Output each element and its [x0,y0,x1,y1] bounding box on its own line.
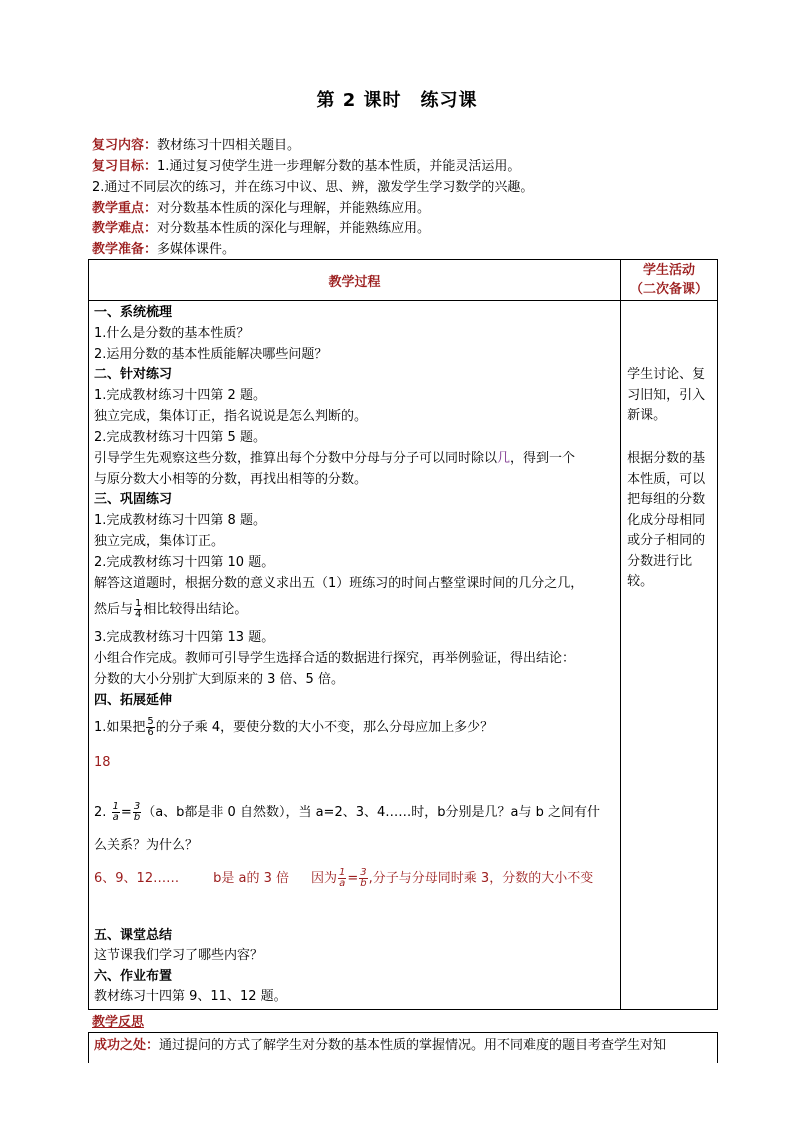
side-note-2: 根据分数的基本性质，可以把每组的分数化成分母相同或分子相同的分数进行比较。 [627,451,706,589]
s3-line-3: 2.完成教材练习十四第 10 题。 [94,555,275,570]
s6-line-1: 教材练习十四第 9、11、12 题。 [94,989,287,1004]
student-activity-header [621,260,718,301]
s1-line-1: 1.什么是分数的基本性质？ [94,326,250,341]
s2-line-1: 1.完成教材练习十四第 2 题。 [94,388,266,403]
s2-line-4 [94,449,575,469]
fraction-denominator: b [360,878,367,889]
section-5-title: 五、课堂总结 [94,928,173,943]
success-line [94,1036,666,1056]
fraction-denominator: b [133,812,141,823]
fraction-numerator: 1 [112,801,119,812]
lesson-table [88,259,718,1010]
s4-a2-part-2: b是 a的 3 倍 [213,871,289,886]
preparation-label: 教学准备： [92,242,158,257]
fraction-1-over-a [112,802,120,823]
fraction-numerator: 3 [133,801,141,812]
fraction-1-over-a-answer [338,868,346,889]
s1-line-2: 2.运用分数的基本性质能解决哪些问题？ [94,347,328,362]
key-point-text: 对分数基本性质的深化与理解，并能熟练应用。 [157,201,431,216]
section-3-title: 三、巩固练习 [94,492,173,507]
fraction-denominator: a [339,878,346,889]
side-note-1: 学生讨论、复习旧知，引入新课。 [627,367,706,423]
s2-line-4-c: ，得到一个 [510,451,576,466]
s4-question-2-line-2: 么关系？为什么？ [94,838,199,853]
teaching-process-header: 教学过程 [89,260,621,301]
reflection-box [88,1032,718,1063]
preparation-line [92,240,235,260]
difficulty-text: 对分数基本性质的深化与理解，并能熟练应用。 [157,221,431,236]
review-goal-line [92,157,520,177]
s2-line-5: 与原分数大小相等的分数，再找出相等的分数。 [94,472,368,487]
s4-question-2 [94,800,600,826]
fraction-denominator: 4 [135,609,142,620]
equals-sign: = [347,871,359,886]
fraction-numerator: 1 [339,867,346,878]
s4-q2-rest: （a、b都是非 0 自然数），当 a=2、3、4……时，b分别是几？a与 b 之间有什 [142,805,600,820]
s3-line-5-a: 然后与 [94,602,134,617]
fraction-3-over-b-answer [359,868,367,889]
fraction-numerator: 5 [147,716,154,727]
page-title: 第 2 课时 练习课 [316,90,478,111]
fraction-denominator: 6 [147,727,154,738]
s4-answer-1: 18 [94,755,111,770]
s5-line-1: 这节课我们学习了哪些内容？ [94,948,264,963]
reflection-title: 教学反思 [92,1015,145,1030]
key-point-label: 教学重点： [92,201,158,216]
s3-line-4: 解答这道题时，根据分数的意义求出五（1）班练习的时间占整堂课时间的几分之几， [94,576,584,591]
s4-a2-part-1: 6、9、12…… [94,871,180,886]
s2-line-4-b: 几 [497,451,511,466]
student-activity-cell [621,301,718,1010]
fraction-one-quarter [134,599,142,620]
success-text: 通过提问的方式了解学生对分数的基本性质的掌握情况。用不同难度的题目考查学生对知 [159,1038,667,1053]
fraction-numerator: 3 [360,867,367,878]
review-content-text: 教材练习十四相关题目。 [157,138,301,153]
s4-a2-part-3: 因为 [310,871,337,886]
equals-sign: = [120,805,132,820]
s4-answer-2 [94,866,593,892]
s3-line-7: 小组合作完成。教师可引导学生选择合适的数据进行探究，再举例验证，得出结论： [94,651,576,666]
s3-line-5 [94,597,247,623]
fraction-3-over-b [133,802,141,823]
s3-line-1: 1.完成教材练习十四第 8 题。 [94,513,266,528]
s2-line-2: 独立完成，集体订正，指名说说是怎么判断的。 [94,409,368,424]
s2-line-4-a: 引导学生先观察这些分数，推算出每个分数中分母与分子可以同时除以 [94,451,498,466]
s4-q1-b: 的分子乘 4，要使分数的大小不变，那么分母应加上多少？ [155,720,494,735]
fraction-five-sixths [146,717,154,738]
success-label: 成功之处： [94,1038,160,1053]
s4-a2-part-4: ,分子与分母同时乘 3，分数的大小不变 [368,871,594,886]
teaching-process-cell [89,301,621,1010]
s4-q2-num: 2. [94,805,107,820]
fraction-numerator: 1 [135,598,142,609]
section-6-title: 六、作业布置 [94,969,173,984]
review-goal-label: 复习目标： [92,159,158,174]
s3-line-6: 3.完成教材练习十四第 13 题。 [94,630,275,645]
section-1-title: 一、系统梳理 [94,305,173,320]
review-content-line [92,136,300,156]
s3-line-2: 独立完成，集体订正。 [94,534,225,549]
s2-line-3: 2.完成教材练习十四第 5 题。 [94,430,266,445]
difficulty-line [92,219,430,239]
section-2-title: 二、针对练习 [94,367,173,382]
preparation-text: 多媒体课件。 [157,242,236,257]
fraction-denominator: a [112,812,119,823]
section-4-title: 四、拓展延伸 [94,693,173,708]
difficulty-label: 教学难点： [92,221,158,236]
review-content-label: 复习内容： [92,138,158,153]
second-prep-title: （二次备课） [630,282,709,297]
review-goal-line-2: 2.通过不同层次的练习，并在练习中议、思、辨，激发学生学习数学的兴趣。 [92,180,534,195]
key-point-line [92,199,430,219]
review-goal-text: 1.通过复习使学生进一步理解分数的基本性质，并能灵活运用。 [157,159,521,174]
s4-q1-a: 1.如果把 [94,720,146,735]
s3-line-5-b: 相比较得出结论。 [143,602,248,617]
student-activity-title: 学生活动 [643,263,696,278]
s4-question-1 [94,715,493,741]
s3-line-8: 分数的大小分别扩大到原来的 3 倍、5 倍。 [94,672,344,687]
